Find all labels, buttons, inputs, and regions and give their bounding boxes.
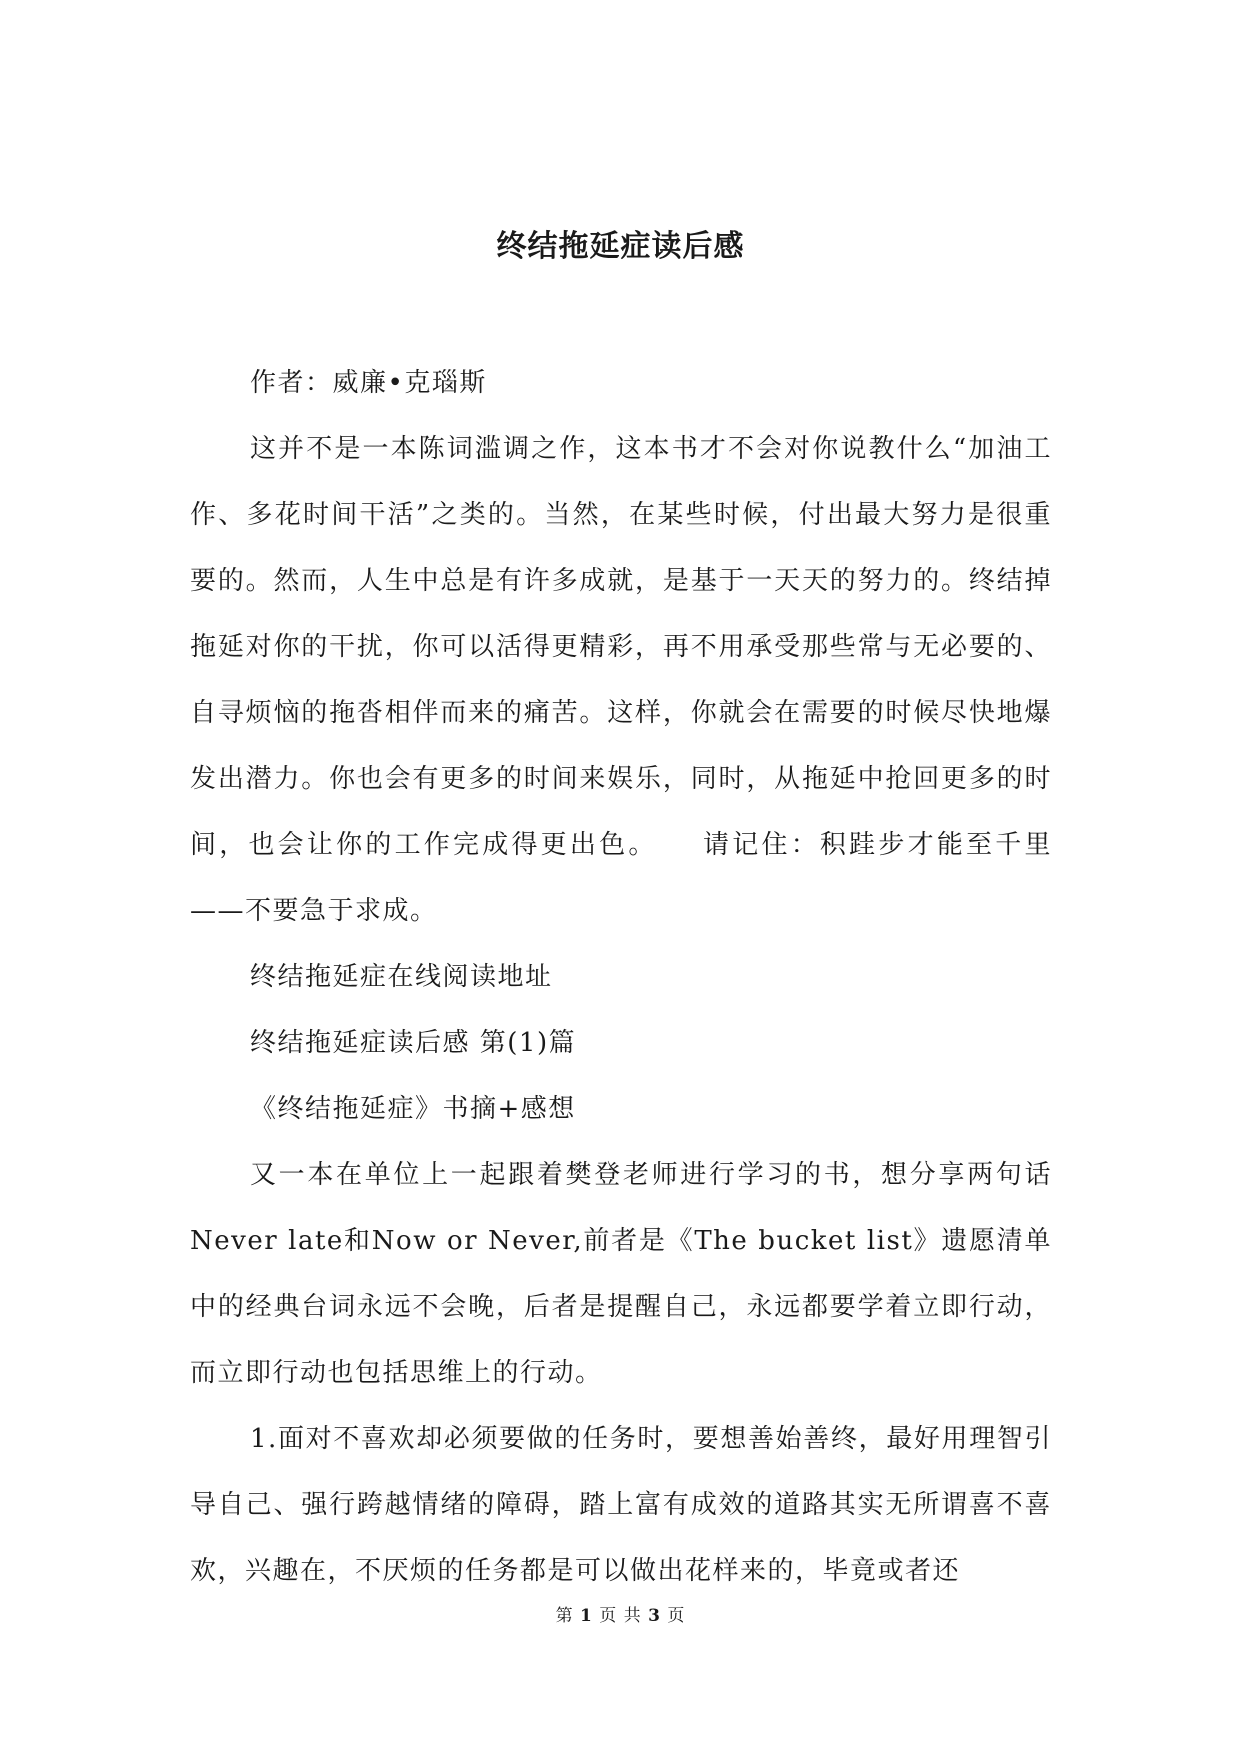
intro-paragraph: 这并不是一本陈词滥调之作，这本书才不会对你说教什么“加油工作、多花时间干活”之类的。当然，在某些时候，付出最大努力是很重要的。然而，人生中总是有许多成就，是基于一天天的努力的。终结掉拖延对你的干扰，你可以活得更精彩，再不用承受那些常与无必要的、自寻烦恼的拖沓相伴而来的痛苦。这样，你就会在需要的时候尽快地爆发出潜力。你也会有更多的时间来娱乐，同时，从拖延中抢回更多的时间，也会让你的工作完成得更出色。 请记住：积跬步才能至千里——不要急于求成。 [190, 434, 1052, 926]
online-reading-line: 终结拖延症在线阅读地址 [250, 962, 553, 992]
footer-middle: 页 共 [599, 1606, 642, 1626]
section-heading: 终结拖延症读后感 第(1)篇 [250, 1028, 577, 1058]
reflection-paragraph: 又一本在单位上一起跟着樊登老师进行学习的书，想分享两句话Never late和Now or Never,前者是《The bucket list》遗愿清单中的经典台词永远不会晚，后者是提醒自己，永远都要学着立即行动，而立即行动也包括思维上的行动。 [190, 1160, 1052, 1388]
footer-suffix: 页 [667, 1606, 686, 1626]
total-page-count: 3 [648, 1606, 661, 1626]
page-footer [0, 1604, 1241, 1628]
document-body [190, 350, 1052, 1604]
current-page-number: 1 [580, 1606, 593, 1626]
point-1-paragraph: 1.面对不喜欢却必须要做的任务时，要想善始善终，最好用理智引导自己、强行跨越情绪的障碍，踏上富有成效的道路其实无所谓喜不喜欢，兴趣在，不厌烦的任务都是可以做出花样来的，毕竟或者还 [190, 1424, 1052, 1586]
author-line: 作者：威廉•克瑙斯 [250, 368, 487, 398]
excerpt-heading: 《终结拖延症》书摘+感想 [250, 1094, 576, 1124]
document-title: 终结拖延症读后感 [496, 229, 745, 264]
footer-prefix: 第 [555, 1606, 574, 1626]
